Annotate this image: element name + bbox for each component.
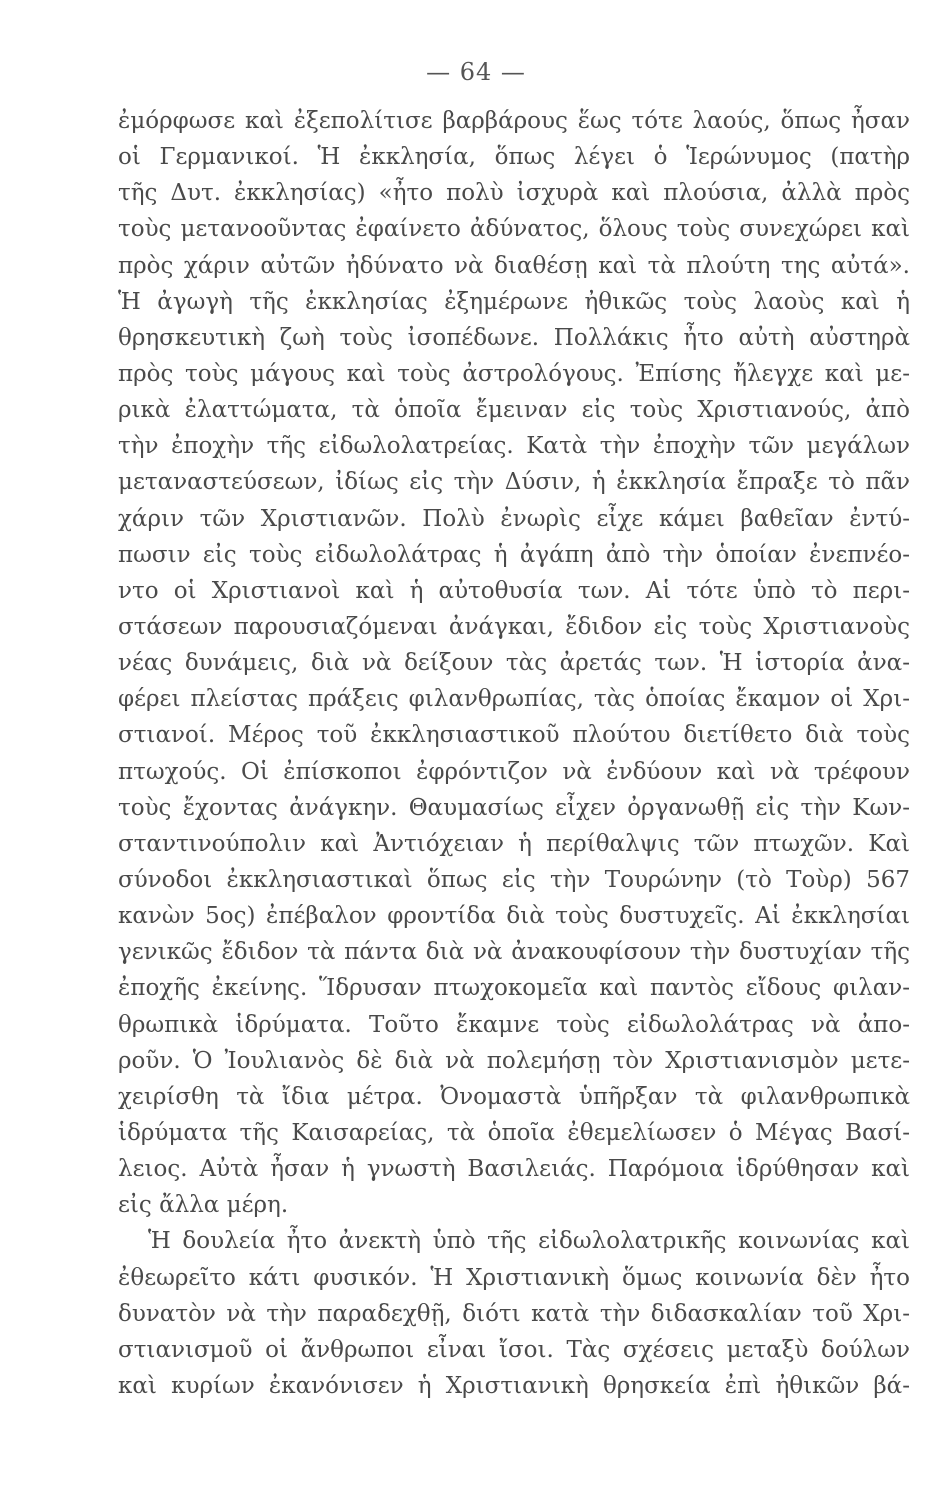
text-line: ντο οἱ Χριστιανοὶ καὶ ἡ αὐτοθυσία των. Αἱ τότε ὑπὸ τὸ περι- xyxy=(118,577,910,604)
text-line: τοὺς ἔχοντας ἀνάγκην. Θαυμασίως εἶχεν ὀργανωθῇ εἰς τὴν Κων- xyxy=(118,794,910,821)
text-line: ἐμόρφωσε καὶ ἐξεπολίτισε βαρβάρους ἕως τότε λαούς, ὅπως ἦσαν xyxy=(118,108,910,134)
text-line: θρησκευτικὴ ζωὴ τοὺς ἰσοπέδωνε. Πολλάκις ἦτο αὐτὴ αὐστηρὰ xyxy=(118,324,910,351)
text-line: Ἡ δουλεία ἦτο ἀνεκτὴ ὑπὸ τῆς εἰδωλολατρικῆς κοινωνίας καὶ xyxy=(148,1228,910,1255)
text-line: πρὸς χάριν αὐτῶν ἠδύνατο νὰ διαθέσῃ καὶ τὰ πλούτη της αὐτά». xyxy=(118,252,910,279)
text-line: νέας δυνάμεις, διὰ νὰ δείξουν τὰς ἀρετάς των. Ἡ ἱστορία ἀνα- xyxy=(118,650,910,677)
text-line: οἱ Γερμανικοί. Ἡ ἐκκλησία, ὅπως λέγει ὁ Ἱερώνυμος (πατὴρ xyxy=(118,144,910,171)
text-line: γενικῶς ἔδιδον τὰ πάντα διὰ νὰ ἀνακουφίσουν τὴν δυστυχίαν τῆς xyxy=(118,939,910,966)
text-line: Ἡ ἀγωγὴ τῆς ἐκκλησίας ἐξημέρωνε ἠθικῶς τοὺς λαοὺς καὶ ἡ xyxy=(118,288,910,315)
text-line: μεταναστεύσεων, ἰδίως εἰς τὴν Δύσιν, ἡ ἐκκλησία ἔπραξε τὸ πᾶν xyxy=(118,469,910,496)
text-line: φέρει πλείστας πράξεις φιλανθρωπίας, τὰς ὁποίας ἔκαμον οἱ Χρι- xyxy=(118,686,910,713)
text-line: σύνοδοι ἐκκλησιαστικαὶ ὅπως εἰς τὴν Τουρώνην (τὸ Τοὺρ) 567 xyxy=(118,866,910,893)
text-line: κανὼν 5ος) ἐπέβαλον φροντίδα διὰ τοὺς δυστυχεῖς. Αἱ ἐκκλησίαι xyxy=(118,903,910,930)
text-line: στάσεων παρουσιαζόμεναι ἀνάγκαι, ἔδιδον εἰς τοὺς Χριστιανοὺς xyxy=(118,613,910,640)
text-line: ἐθεωρεῖτο κάτι φυσικόν. Ἡ Χριστιανικὴ ὅμως κοινωνία δὲν ἦτο xyxy=(118,1264,910,1291)
text-line: ροῦν. Ὁ Ἰουλιανὸς δὲ διὰ νὰ πολεμήσῃ τὸν Χριστιανισμὸν μετε- xyxy=(118,1047,910,1074)
text-line: πωσιν εἰς τοὺς εἰδωλολάτρας ἡ ἀγάπη ἀπὸ τὴν ὁποίαν ἐνεπνέο- xyxy=(118,541,910,568)
text-line: στιανισμοῦ οἱ ἄνθρωποι εἶναι ἴσοι. Τὰς σχέσεις μεταξὺ δούλων xyxy=(118,1336,910,1363)
text-line: τοὺς μετανοοῦντας ἐφαίνετο ἀδύνατος, ὅλους τοὺς συνεχώρει καὶ xyxy=(118,216,910,243)
text-line: εἰς ἄλλα μέρη. xyxy=(118,1192,289,1219)
text-line: ἐποχῆς ἐκείνης. Ἵδρυσαν πτωχοκομεῖα καὶ παντὸς εἴδους φιλαν- xyxy=(118,975,910,1002)
body-text xyxy=(118,103,910,1404)
text-line: ἱδρύματα τῆς Καισαρείας, τὰ ὁποῖα ἐθεμελίωσεν ὁ Μέγας Βασί- xyxy=(118,1119,910,1146)
text-line: καὶ κυρίων ἐκανόνισεν ἡ Χριστιανικὴ θρησκεία ἐπὶ ἠθικῶν βά- xyxy=(118,1372,910,1399)
text-line: τῆς Δυτ. ἐκκλησίας) «ἦτο πολὺ ἰσχυρὰ καὶ πλούσια, ἀλλὰ πρὸς xyxy=(118,180,910,207)
text-line: σταντινούπολιν καὶ Ἀντιόχειαν ἡ περίθαλψις τῶν πτωχῶν. Καὶ xyxy=(118,830,910,857)
text-line: λειος. Αὐτὰ ἦσαν ἡ γνωστὴ Βασιλειάς. Παρόμοια ἱδρύθησαν καὶ xyxy=(118,1156,910,1183)
text-line: πτωχούς. Οἱ ἐπίσκοποι ἐφρόντιζον νὰ ἐνδύουν καὶ νὰ τρέφουν xyxy=(118,758,910,785)
text-line: ρικὰ ἐλαττώματα, τὰ ὁποῖα ἔμειναν εἰς τοὺς Χριστιανούς, ἀπὸ xyxy=(118,397,910,424)
text-line: χάριν τῶν Χριστιανῶν. Πολὺ ἐνωρὶς εἶχε κάμει βαθεῖαν ἐντύ- xyxy=(118,505,910,532)
page-number: — 64 — xyxy=(426,58,526,86)
text-line: στιανοί. Μέρος τοῦ ἐκκλησιαστικοῦ πλούτου διετίθετο διὰ τοὺς xyxy=(118,722,910,749)
text-line: δυνατὸν νὰ τὴν παραδεχθῇ, διότι κατὰ τὴν διδασκαλίαν τοῦ Χρι- xyxy=(118,1300,910,1327)
text-line: τὴν ἐποχὴν τῆς εἰδωλολατρείας. Κατὰ τὴν ἐποχὴν τῶν μεγάλων xyxy=(118,433,910,460)
text-line: πρὸς τοὺς μάγους καὶ τοὺς ἀστρολόγους. Ἐπίσης ἤλεγχε καὶ με- xyxy=(118,360,910,387)
text-line: χειρίσθη τὰ ἴδια μέτρα. Ὀνομαστὰ ὑπῆρξαν τὰ φιλανθρωπικὰ xyxy=(118,1083,910,1110)
text-line: θρωπικὰ ἱδρύματα. Τοῦτο ἔκαμνε τοὺς εἰδωλολάτρας νὰ ἀπο- xyxy=(118,1011,910,1038)
